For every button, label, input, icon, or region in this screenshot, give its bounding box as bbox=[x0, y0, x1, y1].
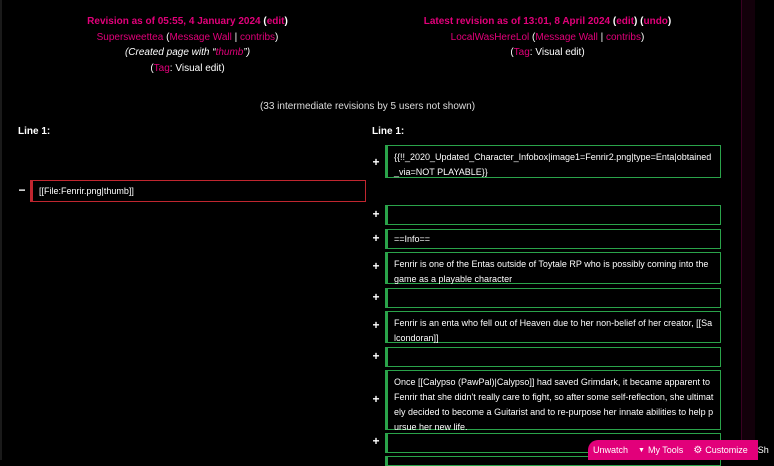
left-revision-title-link[interactable]: Revision as of 05:55, 4 January 2024 bbox=[87, 16, 261, 27]
right-undo-link[interactable]: undo bbox=[643, 16, 668, 27]
added-line-marker-5: + bbox=[372, 318, 380, 332]
added-line-7: Once [[Calypso (PawPal)|Calypso]] had saved Grimdark, it became apparent to Fenrir that she didn't really care to fight, so after some self-reflection, she ultimately decided to become a Guitarist and to re-purpose her innate abilities to help pursue her new life. bbox=[385, 370, 721, 430]
added-line-marker-6: + bbox=[372, 349, 380, 363]
left-tag-line: (Tag: Visual edit) bbox=[150, 62, 225, 74]
wiki-toolbar bbox=[588, 440, 769, 460]
added-line-marker-3: + bbox=[372, 259, 380, 273]
right-revision-title-line: Latest revision as of 13:01, 8 April 2024 (edit) (undo) bbox=[423, 16, 672, 27]
right-edge-scrollbar[interactable] bbox=[741, 0, 755, 460]
added-line-2: ==Info== bbox=[385, 229, 721, 249]
unwatch-label: Unwatch bbox=[593, 445, 629, 455]
right-message-wall-link[interactable]: Message Wall bbox=[535, 31, 598, 43]
added-line-5: Fenrir is an enta who fell out of Heaven due to her non-belief of her creator, [[Salcondoran]] bbox=[385, 311, 721, 343]
summary-suffix: ”) bbox=[243, 47, 251, 58]
right-user-line: LocalWasHereLol (Message Wall | contribs) bbox=[450, 31, 645, 43]
unwatch-button[interactable] bbox=[588, 445, 633, 455]
added-line-marker-8: + bbox=[372, 434, 380, 448]
deleted-line-0: [[File:Fenrir.png|thumb]] bbox=[30, 180, 366, 202]
left-contribs-link[interactable]: contribs bbox=[240, 31, 276, 43]
right-tag-value: : Visual edit bbox=[529, 47, 582, 58]
added-line-6 bbox=[385, 347, 721, 367]
customize-label: Customize bbox=[705, 445, 748, 455]
left-user-line: Supersweettea (Message Wall | contribs) bbox=[96, 31, 279, 43]
left-user-link[interactable]: Supersweettea bbox=[96, 31, 164, 43]
hidden-revisions-note: (33 intermediate revisions by 5 users not shown) bbox=[259, 101, 476, 112]
left-message-wall-link[interactable]: Message Wall bbox=[169, 31, 232, 43]
customize-button[interactable] bbox=[688, 445, 752, 456]
gear-icon: ⚙ bbox=[693, 444, 703, 456]
left-revision-header bbox=[0, 14, 375, 76]
cut-off-label: Sh bbox=[757, 445, 769, 455]
left-edit-link[interactable]: edit bbox=[266, 16, 285, 27]
left-tag-value: : Visual edit bbox=[169, 62, 222, 74]
left-edit-summary bbox=[0, 45, 375, 61]
right-revision-title-link[interactable]: Latest revision as of 13:01, 8 April 2024 bbox=[423, 16, 611, 27]
left-tag-link[interactable]: Tag bbox=[153, 62, 170, 74]
right-tag-link[interactable]: Tag bbox=[513, 47, 530, 58]
right-contribs-link[interactable]: contribs bbox=[605, 31, 641, 43]
right-edit-link[interactable]: edit bbox=[616, 16, 635, 27]
added-line-0: {{!!_2020_Updated_Character_Infobox|image1=Fenrir2.png|type=Enta|obtained_via=NOT PLAYABLE}} bbox=[385, 145, 721, 178]
right-user-link[interactable]: LocalWasHereLol bbox=[450, 31, 530, 43]
added-line-3: Fenrir is one of the Entas outside of Toytale RP who is possibly coming into the game as a playable character bbox=[385, 252, 721, 284]
added-line-marker-1: + bbox=[372, 207, 380, 221]
added-line-marker-2: + bbox=[372, 231, 380, 245]
my-tools-label: My Tools bbox=[647, 445, 684, 455]
right-line-label: Line 1: bbox=[372, 126, 405, 137]
summary-prefix: (Created page with “ bbox=[124, 47, 216, 58]
added-line-marker-7: + bbox=[372, 392, 380, 406]
left-line-label: Line 1: bbox=[18, 126, 51, 137]
added-line-marker-0: + bbox=[372, 155, 380, 169]
summary-thumb-link[interactable]: thumb bbox=[215, 47, 244, 58]
right-tag-line: (Tag: Visual edit) bbox=[510, 47, 585, 58]
added-line-1 bbox=[385, 205, 721, 225]
added-line-4 bbox=[385, 288, 721, 308]
right-revision-header bbox=[360, 14, 735, 61]
cut-off-toolbar-item[interactable] bbox=[753, 445, 774, 455]
added-line-marker-4: + bbox=[372, 290, 380, 304]
my-tools-button[interactable] bbox=[633, 445, 688, 455]
chevron-down-icon: ▼ bbox=[638, 446, 645, 454]
deleted-line-marker: − bbox=[18, 183, 26, 197]
left-revision-title-line: Revision as of 05:55, 4 January 2024 (edit) bbox=[87, 16, 288, 27]
